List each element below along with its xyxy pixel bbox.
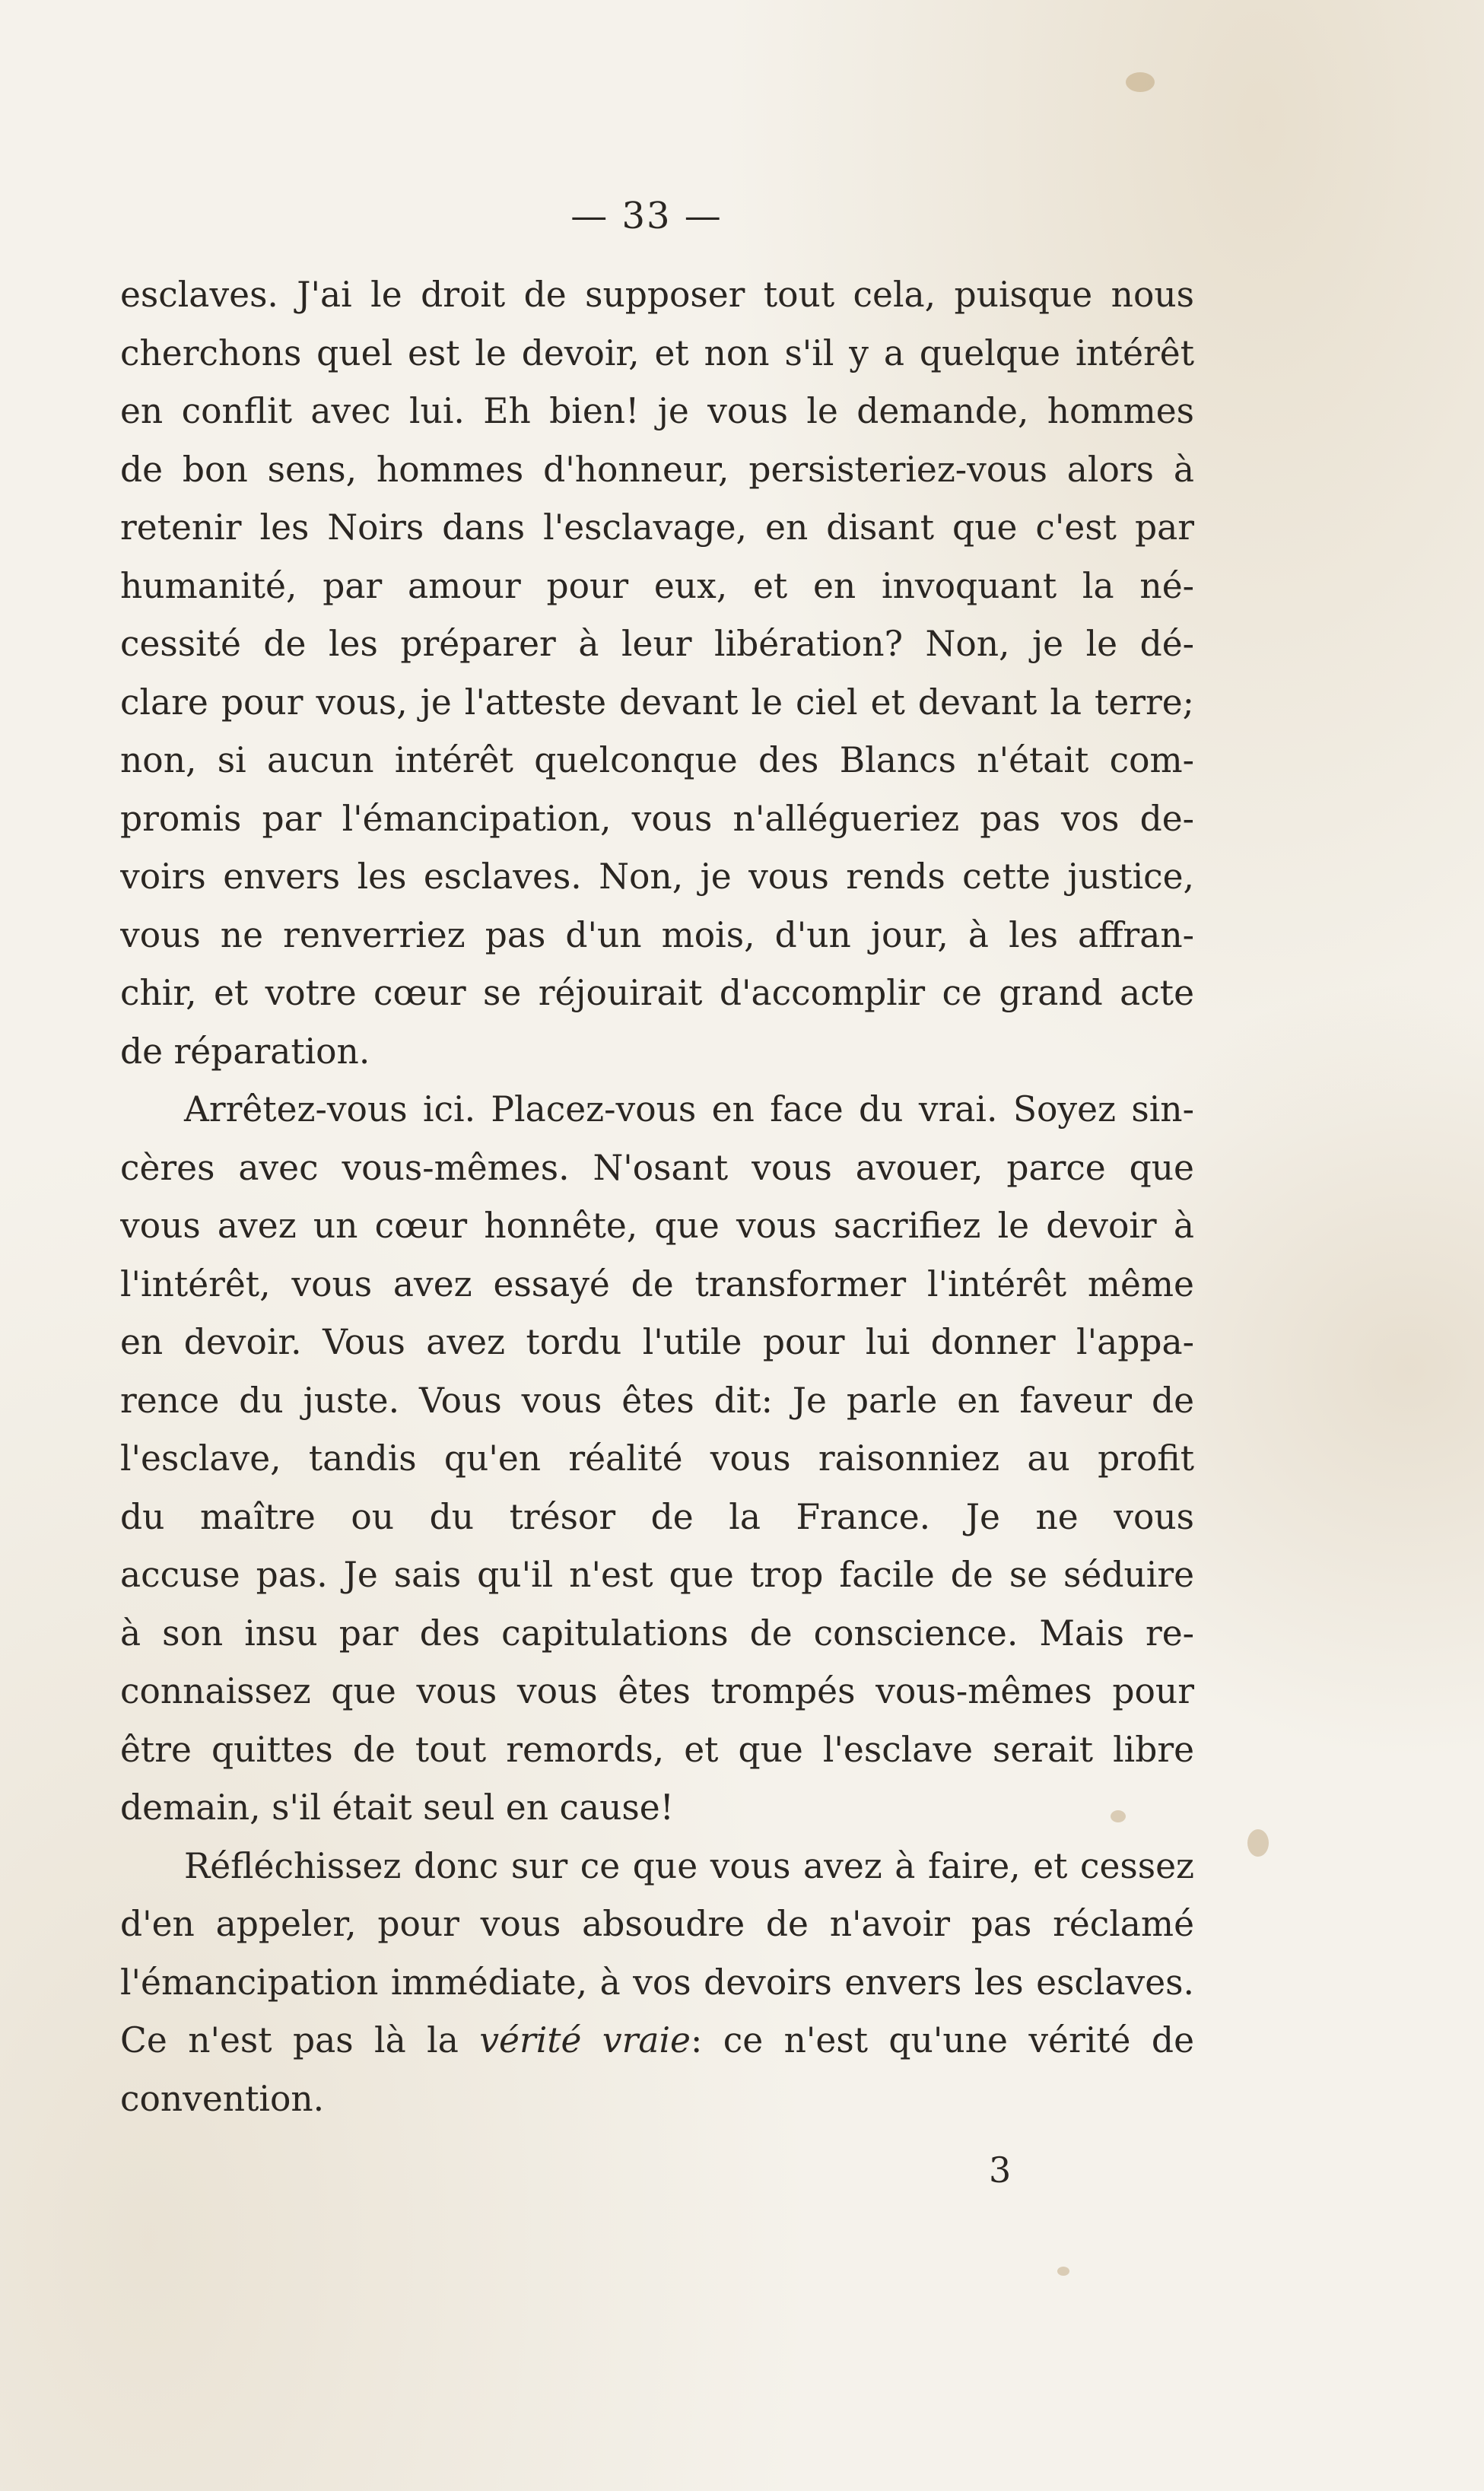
text-line: à son insu par des capitulations de conscience. Mais re- [120, 1612, 1194, 1654]
text-line: vous ne renverriez pas d'un mois, d'un jour, à les affran- [120, 914, 1194, 955]
text-line: cherchons quel est le devoir, et non s'il y a quelque intérêt [120, 332, 1194, 373]
text-line: chir, et votre cœur se réjouirait d'accomplir ce grand acte [120, 973, 1194, 1013]
text-segment: Ce n'est pas là la [120, 2020, 480, 2060]
text-line: l'esclave, tandis qu'en réalité vous raisonniez au profit [120, 1438, 1194, 1479]
text-line: cères avec vous-mêmes. N'osant vous avouer, parce que [120, 1147, 1194, 1188]
text-line: d'en appeler, pour vous absoudre de n'avoir pas réclamé [120, 1904, 1194, 1944]
text-line: retenir les Noirs dans l'esclavage, en disant que c'est par [120, 507, 1194, 548]
text-line: voirs envers les esclaves. Non, je vous rends cette justice, [120, 856, 1194, 897]
text-line: esclaves. J'ai le droit de supposer tout cela, puisque nous [120, 275, 1194, 315]
body-text [120, 266, 1194, 2128]
text-line: l'émancipation immédiate, à vos devoirs envers les esclaves. [120, 1962, 1194, 2003]
text-line: en conflit avec lui. Eh bien! je vous le demande, hommes [120, 391, 1194, 431]
foxing-stain [1057, 2267, 1069, 2276]
text-line: humanité, par amour pour eux, et en invoquant la né- [120, 565, 1194, 606]
text-line: Arrêtez-vous ici. Placez-vous en face du vrai. Soyez sin- [184, 1089, 1194, 1130]
text-line: en devoir. Vous avez tordu l'utile pour lui donner l'appa- [120, 1322, 1194, 1362]
text-line: rence du juste. Vous vous êtes dit: Je parle en faveur de [120, 1380, 1194, 1421]
text-line: du maître ou du trésor de la France. Je ne vous [120, 1496, 1194, 1537]
text-line: de bon sens, hommes d'honneur, persisteriez-vous alors à [120, 449, 1194, 490]
text-line-with-italic [120, 2012, 1194, 2070]
text-segment: : ce n'est qu'une vérité de [690, 2020, 1194, 2060]
text-line: clare pour vous, je l'atteste devant le ciel et devant la terre; [120, 682, 1194, 723]
text-line: connaissez que vous vous êtes trompés vous-mêmes pour [120, 1671, 1194, 1711]
text-line: être quittes de tout remords, et que l'esclave serait libre [120, 1729, 1194, 1770]
signature-mark: 3 [989, 2149, 1012, 2191]
page-number: — 33 — [570, 195, 723, 237]
text-line: demain, s'il était seul en cause! [120, 1787, 674, 1828]
foxing-stain [1126, 72, 1155, 92]
text-line: vous avez un cœur honnête, que vous sacrifiez le devoir à [120, 1206, 1194, 1246]
text-line: promis par l'émancipation, vous n'allégueriez pas vos de- [120, 798, 1194, 839]
text-line: de réparation. [120, 1031, 370, 1072]
italic-phrase: vérité vraie [479, 2020, 691, 2060]
text-line: convention. [120, 2078, 325, 2119]
text-line: l'intérêt, vous avez essayé de transformer l'intérêt même [120, 1263, 1194, 1304]
text-line: accuse pas. Je sais qu'il n'est que trop facile de se séduire [120, 1555, 1194, 1595]
text-line: cessité de les préparer à leur libération? Non, je le dé- [120, 624, 1194, 664]
foxing-stain [1247, 1829, 1269, 1857]
text-line: non, si aucun intérêt quelconque des Blancs n'était com- [120, 740, 1194, 780]
text-line: Réfléchissez donc sur ce que vous avez à faire, et cessez [184, 1845, 1194, 1886]
